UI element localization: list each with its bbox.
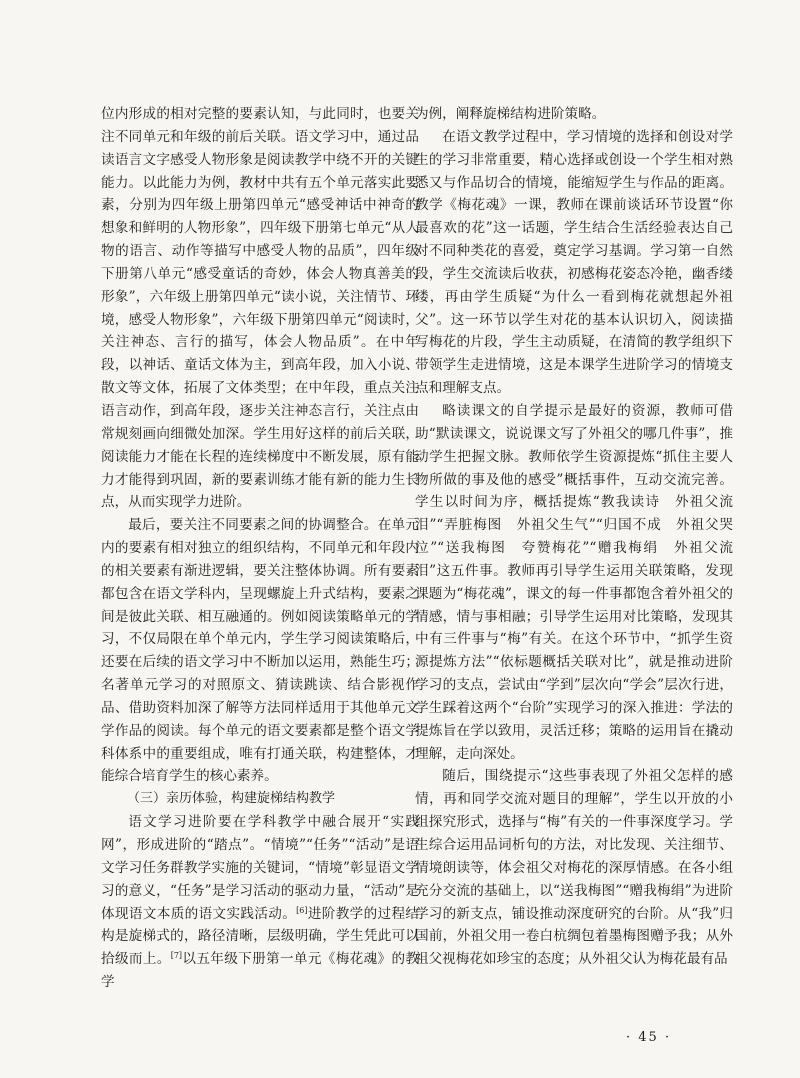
page-number: · 45 ·	[626, 1030, 672, 1045]
body-paragraph: 随后，围绕提示“这些事表现了外祖父怎样的感情，再和同学交流对题目的理解”，学生以开放的小组探究形式，选择与“梅”有关的一件事深度学习。学生综合运用品词析句的方法，对比发现、关注细节、情境朗读等，体会祖父对梅花的深厚情感。在各小组充分交流的基础上，以“送我梅图”“赠我梅绢”为进阶学习的新支点，铺设推动深度研究的台阶。从“我”归国前，外祖父用一卷白杭绸包着墨梅图赠予我；从外祖父视梅花如珍宝的态度；从外祖父认为梅花最有品	[415, 768, 733, 968]
body-paragraph: 最后，要关注不同要素之间的协调整合。在单元内的要素有相对独立的组织结构，不同单元和年段内的相关要素有渐进逻辑，要关注整体协调。所有要素都包含在语文学科内，呈现螺旋上升式结构，要素之间是彼此关联、相互融通的。例如阅读策略单元的学习，不仅局限在单个单元内，学生学习阅读策略后，还要在后续的语文学习中不断加以运用，熟能生巧；名著单元学习的对照原文、猜读跳读、结合影视作品、借助资料加深了解等方法同样适用于其他单元文学作品的阅读。每个单元的语文要素都是整个语文学科体系中的重要组成，唯有打通关联，构建整体，才能综合培育学生的核心素养。	[101, 517, 419, 785]
section-heading: （三）亲历体验，构建旋梯结构教学	[127, 791, 336, 807]
paragraph-text: 进阶教学的过程结构是旋梯式的，路径清晰，层级明确，学生凭此可以拾级而上。	[101, 905, 420, 968]
body-paragraph: 在语文教学过程中，学习情境的选择和创设对学生的学习非常重要，精心选择或创设一个学生相对熟悉又与作品切合的情境，能缩短学生与作品的距离。教学《梅花魂》一课，教师在课前谈话环节设置“你最喜欢的花”这一话题，学生结合生活经验表达自己对不同种类花的喜爱，奠定学习基调。学习第一自然段，学生交流读后收获，初感梅花姿态冷艳，幽香缕缕，再由学生质疑“为什么一看到梅花就想起外祖父”。这一环节以学生对花的基本认识切入，阅读描写梅花的片段，学生主动质疑，在清简的教学组织下带领学生走进情境，这是本课学生进阶学习的情境支点和理解支点。	[415, 128, 733, 397]
left-column	[101, 103, 419, 994]
body-paragraph: 略读课文的自学提示是最好的资源，教师可借助“默读课文，说说课文写了外祖父的哪几件事”，推动学生把握文脉。教师依学生资源提炼“抓住主要人物所做的事及他的感受”概括事件，互动交流完善。学生以时间为序，概括提炼“教我读诗 外祖父流泪”“弄脏梅图 外祖父生气”“归国不成 外祖父哭泣”“送我梅图 夸赞梅花”“赠我梅绢 外祖父流泪”这五件事。教师再引导学生运用关联策略，发现课题为“梅花魂”，课文的每一件事都饱含着外祖父的情感，情与事相融；引导学生运用对比策略，发现其中有三件事与“梅”有关。在这个环节中，“抓学生资源提炼方法”“依标题概括关联对比”，就是推动进阶学习的支点，尝试由“学到”层次向“学会”层次行进，学生踩着这两个“台阶”实现学习的深入推进：学法的提炼旨在学以致用，灵活迁移；策略的运用旨在撬动理解，走向深处。	[415, 402, 733, 762]
paragraph-text: 语文学习进阶要在学科教学中融合展开“实践网”，形成进阶的“踏点”。“情境”“任务”“活动”是语文学习任务群教学实施的关键词，“情境”彰显语文学习的意义，“任务”是学习活动的驱动力量，“活动”是体现语文本质的语文实践活动。	[101, 814, 419, 922]
citation-ref-6: [6]	[296, 905, 308, 915]
paragraph-text: 以五年级下册第一单元《梅花魂》的教学	[101, 951, 420, 991]
right-column	[415, 103, 733, 971]
body-paragraph: 为例，阐释旋梯结构进阶策略。	[415, 106, 606, 122]
body-paragraph	[101, 811, 419, 994]
citation-ref-7: [7]	[170, 951, 183, 961]
body-paragraph: 位内形成的相对完整的要素认知，与此同时，也要关注不同单元和年级的前后关联。语文学习中，通过品读语言文字感受人物形象是阅读教学中绕不开的关键能力。以此能力为例，教材中共有五个单元落实此要素，分别为四年级上册第四单元“感受神话中神奇的想象和鲜明的人物形象”，四年级下册第七单元“从人物的语言、动作等描写中感受人物的品质”，四年级下册第八单元“感受童话的奇妙，体会人物真善美的形象”，六年级上册第四单元“读小说，关注情节、环境，感受人物形象”，六年级下册第四单元“阅读时，关注神态、言行的描写，体会人物品质”。在中年段，以神话、童话文体为主，到高年段，加入小说、散文等文体，拓展了文体类型；在中年段，重点关注语言动作，到高年段，逐步关注神态言行，关注点由常规刻画向细微处加深。学生用好这样的前后关联，阅读能力才能在长程的连续梯度中不断发展，原有能力才能得到巩固，新的要素训练才能有新的能力生长点，从而实现学力进阶。	[101, 106, 419, 511]
